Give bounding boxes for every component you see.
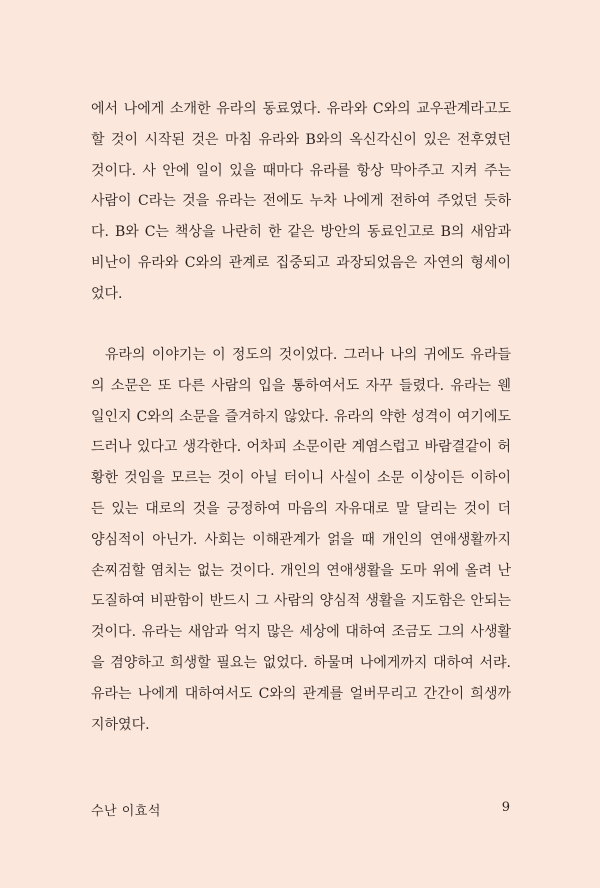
text-line: 다. B와 C는 책상을 나란히 한 같은 방안의 동료인고로 B의 새암과 (91, 224, 511, 241)
text-line: 지하였다. (91, 716, 150, 733)
text-line: 황한 것임을 모르는 것이 아닐 터이니 사실이 소문 이상이든 이하이 (91, 470, 511, 487)
running-footer-title: 수난 이효석 (91, 804, 161, 819)
text-line: 손찌검할 염치는 없는 것이다. 개인의 연애생활을 도마 위에 올려 난 (91, 562, 511, 579)
text-line: 유라의 이야기는 이 정도의 것이었다. 그러나 나의 귀에도 유라들 (105, 347, 511, 363)
text-line: 유라는 나에게 대하여서도 C와의 관계를 얼버무리고 간간이 희생까 (91, 685, 511, 702)
text-line: 든 있는 대로의 것을 긍정하여 마음의 자유대로 말 달리는 것이 더 (91, 500, 511, 517)
text-line: 것이다. 사 안에 일이 있을 때마다 유라를 항상 막아주고 지켜 주는 (91, 162, 511, 179)
text-line: 을 겸양하고 희생할 필요는 없었다. 하물며 나에게까지 대하여 서랴. (91, 654, 511, 671)
text-line: 의 소문은 또 다른 사람의 입을 통하여서도 자꾸 들렸다. 유라는 웬 (91, 377, 511, 394)
text-line: 비난이 유라와 C와의 관계로 집중되고 과장되었음은 자연의 형세이 (91, 254, 511, 271)
paragraph-1 (91, 94, 511, 310)
text-line: 일인지 C와의 소문을 즐겨하지 않았다. 유라의 약한 성격이 여기에도 (91, 408, 511, 425)
page-number: 9 (501, 800, 510, 815)
text-line: 에서 나에게 소개한 유라의 동료였다. 유라와 C와의 교우관계라고도 (91, 101, 511, 117)
text-line: 도질하여 비판함이 반드시 그 사람의 양심적 생활을 지도함은 안되는 (91, 593, 511, 610)
text-line: 드러나 있다고 생각한다. 어차피 소문이란 계염스럽고 바람결같이 허 (91, 439, 511, 456)
text-line: 것이다. 유라는 새암과 억지 많은 세상에 대하여 조금도 그의 사생활 (91, 624, 511, 641)
text-line: 었다. (91, 285, 123, 302)
text-line: 양심적이 아닌가. 사회는 이해관계가 얽을 때 개인의 연애생활까지 (91, 531, 511, 548)
paragraph-2 (91, 340, 511, 740)
text-line: 사람이 C라는 것을 유라는 전에도 누차 나에게 전하여 주었던 듯하 (91, 193, 511, 210)
text-line: 할 것이 시작된 것은 마침 유라와 B와의 옥신각신이 있은 전후였던 (91, 131, 511, 148)
